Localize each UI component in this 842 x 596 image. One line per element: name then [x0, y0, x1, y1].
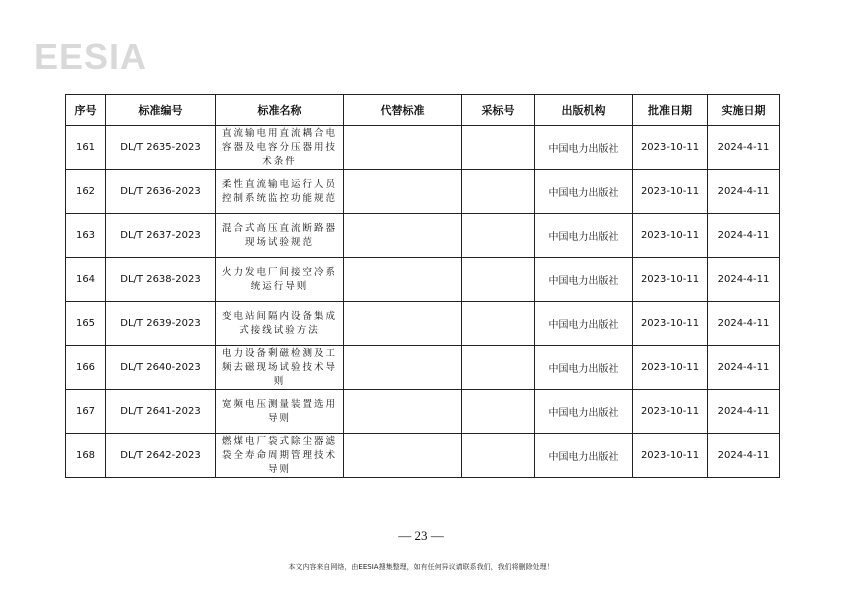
table-header-row [66, 95, 780, 126]
cell-publisher: 中国电力出版社 [535, 434, 633, 478]
cell-no: 167 [66, 390, 106, 434]
column-header-approval-date: 批准日期 [633, 95, 708, 126]
cell-no: 164 [66, 258, 106, 302]
cell-no: 165 [66, 302, 106, 346]
cell-no: 161 [66, 126, 106, 170]
cell-name: 混合式高压直流断路器现场试验规范 [216, 214, 344, 258]
cell-publisher: 中国电力出版社 [535, 302, 633, 346]
cell-replaces [344, 302, 462, 346]
column-header-replaces: 代替标准 [344, 95, 462, 126]
cell-adopted [462, 258, 535, 302]
cell-publisher: 中国电力出版社 [535, 258, 633, 302]
cell-adopted [462, 346, 535, 390]
cell-approval-date: 2023-10-11 [633, 126, 708, 170]
cell-code: DL/T 2640-2023 [106, 346, 216, 390]
cell-adopted [462, 170, 535, 214]
cell-replaces [344, 170, 462, 214]
table-row [66, 346, 780, 390]
cell-implement-date: 2024-4-11 [708, 258, 780, 302]
cell-approval-date: 2023-10-11 [633, 302, 708, 346]
cell-replaces [344, 214, 462, 258]
cell-code: DL/T 2635-2023 [106, 126, 216, 170]
cell-replaces [344, 390, 462, 434]
cell-implement-date: 2024-4-11 [708, 214, 780, 258]
column-header-no: 序号 [66, 95, 106, 126]
cell-no: 168 [66, 434, 106, 478]
column-header-publisher: 出版机构 [535, 95, 633, 126]
cell-approval-date: 2023-10-11 [633, 390, 708, 434]
table-row [66, 434, 780, 478]
cell-name: 燃煤电厂袋式除尘器滤袋全寿命周期管理技术导则 [216, 434, 344, 478]
cell-name: 直流输电用直流耦合电容器及电容分压器用技术条件 [216, 126, 344, 170]
cell-adopted [462, 214, 535, 258]
cell-approval-date: 2023-10-11 [633, 214, 708, 258]
cell-publisher: 中国电力出版社 [535, 390, 633, 434]
cell-implement-date: 2024-4-11 [708, 346, 780, 390]
standards-table [65, 94, 780, 478]
cell-code: DL/T 2641-2023 [106, 390, 216, 434]
column-header-name: 标准名称 [216, 95, 344, 126]
cell-name: 宽频电压测量装置选用导则 [216, 390, 344, 434]
cell-adopted [462, 302, 535, 346]
cell-name: 变电站间隔内设备集成式接线试验方法 [216, 302, 344, 346]
cell-replaces [344, 258, 462, 302]
cell-code: DL/T 2642-2023 [106, 434, 216, 478]
table-row [66, 390, 780, 434]
column-header-code: 标准编号 [106, 95, 216, 126]
eesia-logo: EESIA [34, 36, 148, 77]
cell-implement-date: 2024-4-11 [708, 390, 780, 434]
cell-approval-date: 2023-10-11 [633, 258, 708, 302]
table-row [66, 126, 780, 170]
table-row [66, 170, 780, 214]
cell-implement-date: 2024-4-11 [708, 302, 780, 346]
cell-no: 166 [66, 346, 106, 390]
cell-code: DL/T 2637-2023 [106, 214, 216, 258]
cell-replaces [344, 346, 462, 390]
cell-code: DL/T 2639-2023 [106, 302, 216, 346]
page-number: — 23 — [398, 528, 444, 543]
cell-name: 火力发电厂间接空冷系统运行导则 [216, 258, 344, 302]
cell-adopted [462, 390, 535, 434]
cell-adopted [462, 126, 535, 170]
cell-no: 163 [66, 214, 106, 258]
cell-implement-date: 2024-4-11 [708, 170, 780, 214]
table-row [66, 258, 780, 302]
cell-replaces [344, 126, 462, 170]
cell-publisher: 中国电力出版社 [535, 346, 633, 390]
cell-name: 电力设备剩磁检测及工频去磁现场试验技术导则 [216, 346, 344, 390]
cell-code: DL/T 2638-2023 [106, 258, 216, 302]
cell-publisher: 中国电力出版社 [535, 214, 633, 258]
cell-replaces [344, 434, 462, 478]
cell-publisher: 中国电力出版社 [535, 126, 633, 170]
cell-approval-date: 2023-10-11 [633, 170, 708, 214]
cell-name: 柔性直流输电运行人员控制系统监控功能规范 [216, 170, 344, 214]
column-header-adopted: 采标号 [462, 95, 535, 126]
cell-code: DL/T 2636-2023 [106, 170, 216, 214]
footer-disclaimer: 本文内容来自网络，由EESIA搜集整理，如有任何异议请联系我们，我们将删除处理！ [288, 563, 554, 571]
table-row [66, 214, 780, 258]
table-row [66, 302, 780, 346]
cell-approval-date: 2023-10-11 [633, 346, 708, 390]
column-header-implement-date: 实施日期 [708, 95, 780, 126]
cell-approval-date: 2023-10-11 [633, 434, 708, 478]
cell-publisher: 中国电力出版社 [535, 170, 633, 214]
cell-adopted [462, 434, 535, 478]
cell-implement-date: 2024-4-11 [708, 126, 780, 170]
cell-no: 162 [66, 170, 106, 214]
cell-implement-date: 2024-4-11 [708, 434, 780, 478]
